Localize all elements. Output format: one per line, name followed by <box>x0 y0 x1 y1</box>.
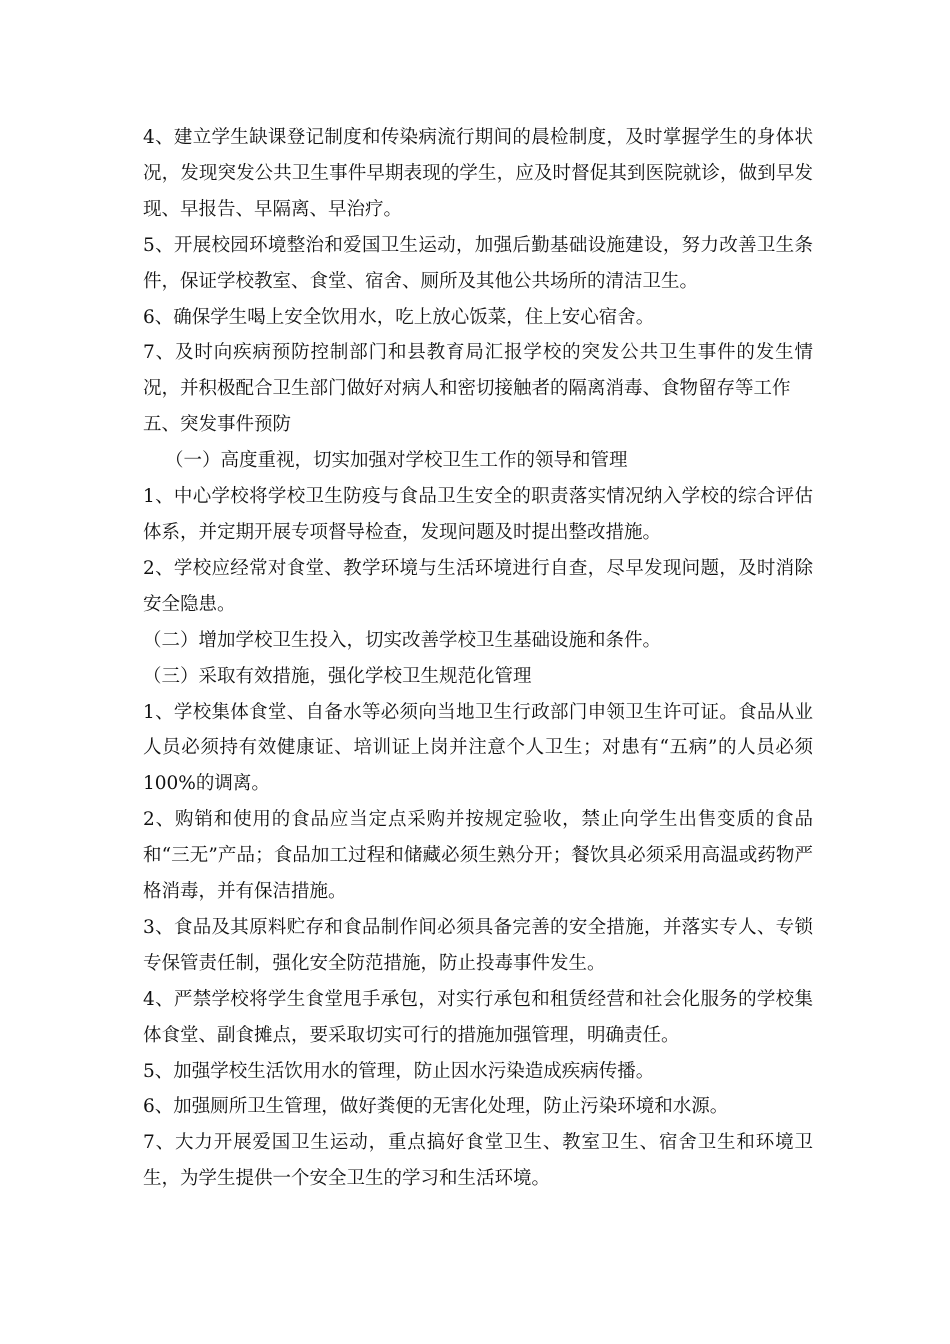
subsection-heading-leadership: （一）高度重视，切实加强对学校卫生工作的领导和管理 <box>165 450 628 472</box>
paragraph-drinking-water: 5、加强学校生活饮用水的管理，防止因水污染造成疾病传播。 <box>143 1060 655 1082</box>
paragraph-food-purchase: 2、购销和使用的食品应当定点采购并按规定验收，禁止向学生出售变质的食品和“三无”产品；食品加工过程和储藏必须生熟分开；餐饮具必须采用高温或药物严格消毒，并有保洁措施。 <box>143 809 813 903</box>
paragraph-morning-check: 4、建立学生缺课登记制度和传染病流行期间的晨检制度，及时掌握学生的身体状况，发现突发公共卫生事件早期表现的学生，应及时督促其到医院就诊，做到早发现、早报告、早隔离、早治疗。 <box>143 127 813 220</box>
paragraph-patriotic-campaign: 7、大力开展爱国卫生运动，重点搞好食堂卫生、教室卫生、宿舍卫生和环境卫生，为学生提供一个安全卫生的学习和生活环境。 <box>143 1132 813 1190</box>
paragraph-health-license: 1、学校集体食堂、自备水等必须向当地卫生行政部门申领卫生许可证。食品从业人员必须持有效健康证、培训证上岗并注意个人卫生；对患有“五病”的人员必须100%的调离。 <box>143 701 813 795</box>
document-body <box>143 120 813 1197</box>
paragraph-toilet-hygiene: 6、加强厕所卫生管理，做好粪便的无害化处理，防止污染环境和水源。 <box>143 1096 729 1118</box>
paragraph-food-storage: 3、食品及其原料贮存和食品制作间必须具备完善的安全措施，并落实专人、专锁专保管责任制，强化安全防范措施，防止投毒事件发生。 <box>143 916 813 974</box>
section-heading-prevention: 五、突发事件预防 <box>143 414 292 436</box>
paragraph-report-events: 7、及时向疾病预防控制部门和县教育局汇报学校的突发公共卫生事件的发生情况，并积极配合卫生部门做好对病人和密切接触者的隔离消毒、食物留存等工作 <box>143 342 813 400</box>
paragraph-self-inspection: 2、学校应经常对食堂、教学环境与生活环境进行自查，尽早发现问题，及时消除安全隐患。 <box>143 557 813 615</box>
paragraph-assessment: 1、中心学校将学校卫生防疫与食品卫生安全的职责落实情况纳入学校的综合评估体系，并定期开展专项督导检查，发现问题及时提出整改措施。 <box>143 486 813 543</box>
paragraph-campus-environment: 5、开展校园环境整治和爱国卫生运动，加强后勤基础设施建设，努力改善卫生条件，保证学校教室、食堂、宿舍、厕所及其他公共场所的清洁卫生。 <box>143 234 813 292</box>
subsection-heading-investment: （二）增加学校卫生投入，切实改善学校卫生基础设施和条件。 <box>143 629 662 651</box>
paragraph-canteen-contract: 4、严禁学校将学生食堂甩手承包，对实行承包和租赁经营和社会化服务的学校集体食堂、副食摊点，要采取切实可行的措施加强管理，明确责任。 <box>143 988 813 1046</box>
paragraph-safe-water: 6、确保学生喝上安全饮用水，吃上放心饭菜，住上安心宿舍。 <box>143 306 655 328</box>
subsection-heading-standardization: （三）采取有效措施，强化学校卫生规范化管理 <box>143 665 532 687</box>
